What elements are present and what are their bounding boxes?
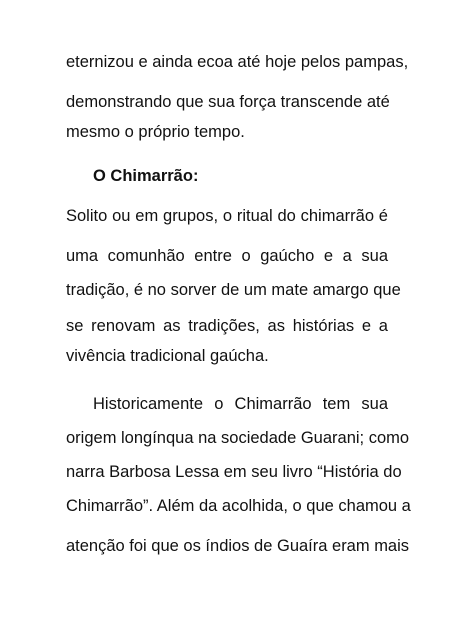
paragraph-1-line-2: demonstrando que sua força transcende até [66,93,390,111]
paragraph-2-line-1: Solito ou em grupos, o ritual do chimarrão é [66,207,388,225]
paragraph-1-line-3: mesmo o próprio tempo. [66,123,245,141]
paragraph-1-line-1: eternizou e ainda ecoa até hoje pelos pampas, [66,53,409,71]
paragraph-2-line-5: vivência tradicional gaúcha. [66,347,269,365]
paragraph-2-line-4: se renovam as tradições, as histórias e a [66,317,388,335]
paragraph-3-line-2: origem longínqua na sociedade Guarani; como [66,429,410,447]
paragraph-3-line-3: narra Barbosa Lessa em seu livro “História do [66,463,402,481]
paragraph-2-line-2: uma comunhão entre o gaúcho e a sua [66,247,388,265]
paragraph-3-line-5: atenção foi que os índios de Guaíra eram mais [66,537,410,555]
section-heading: O Chimarrão: [93,167,199,185]
paragraph-3-line-1: Historicamente o Chimarrão tem sua [93,395,388,413]
paragraph-2-line-3: tradição, é no sorver de um mate amargo que [66,281,401,299]
paragraph-3-line-4: Chimarrão”. Além da acolhida, o que chamou a [66,497,411,515]
